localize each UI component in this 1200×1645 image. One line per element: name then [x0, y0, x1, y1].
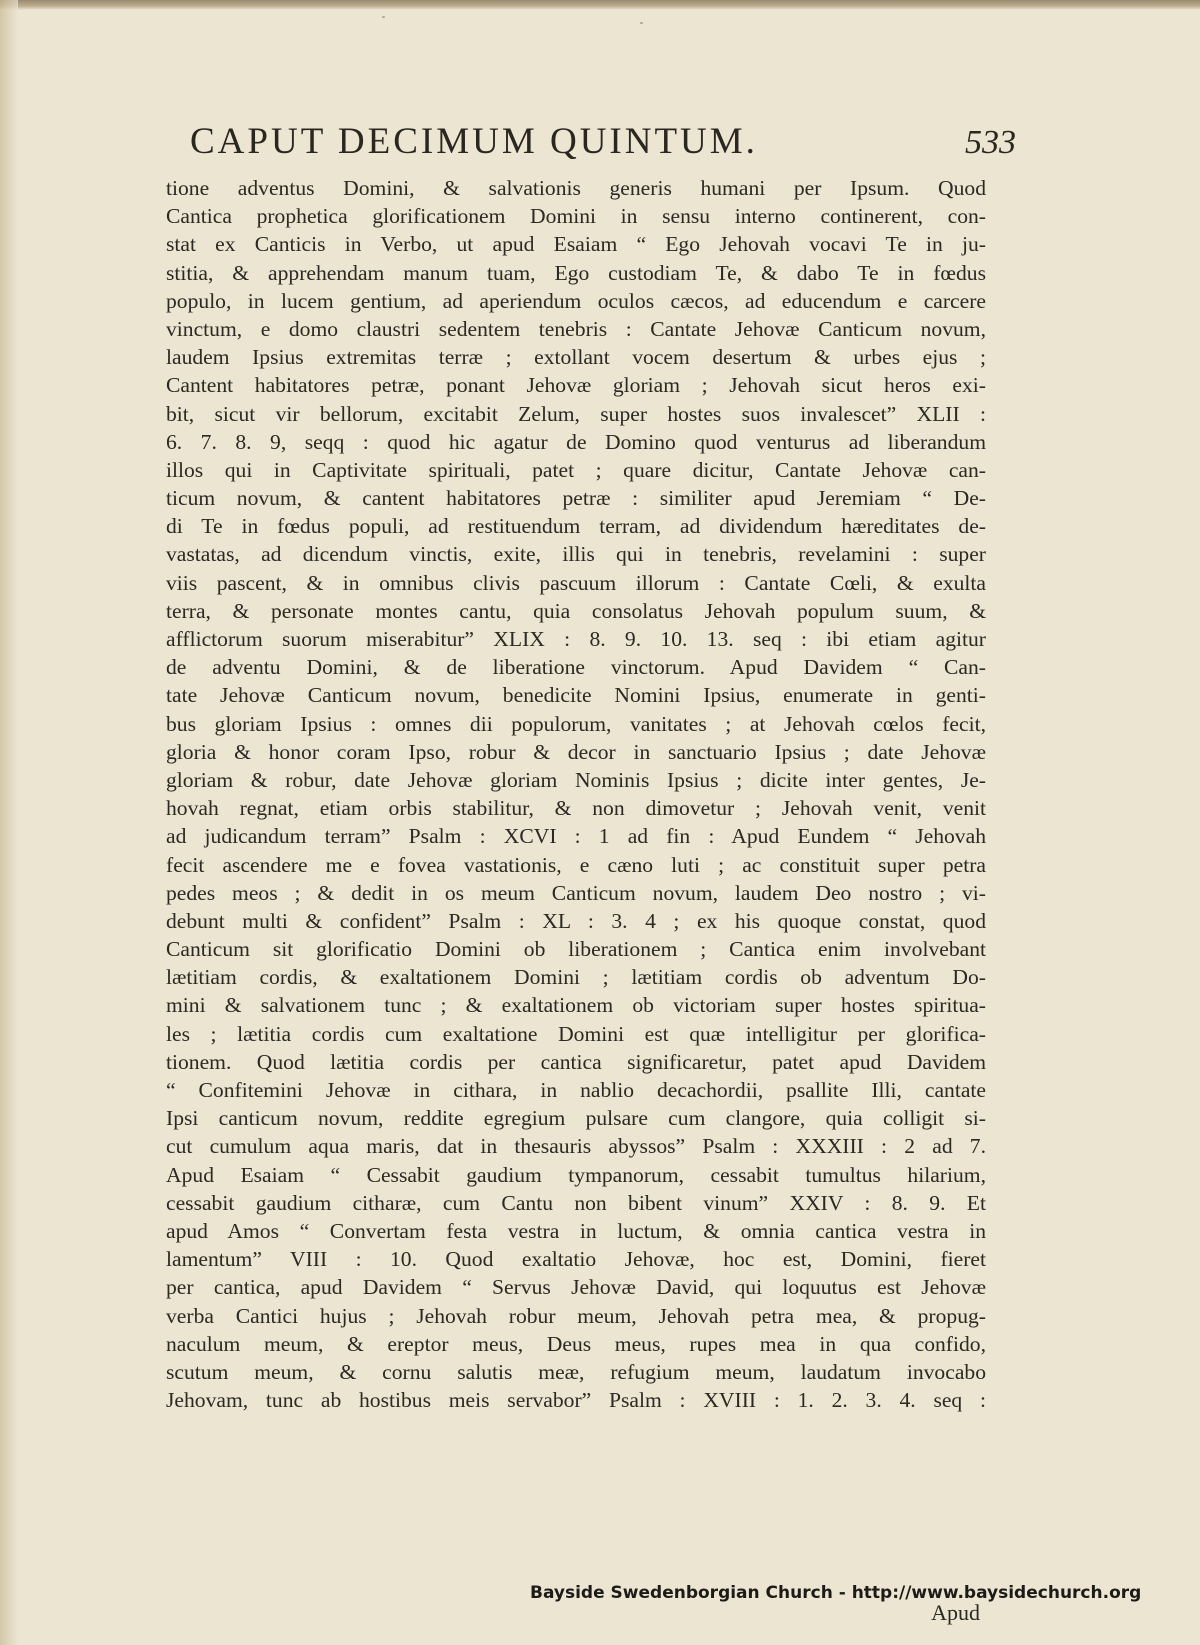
- text-line: viis pascent, & in omnibus clivis pascuum illorum : Cantate Cœli, & exulta: [166, 570, 986, 595]
- page-edge-left: [0, 0, 18, 1645]
- text-line: tione adventus Domini, & salvationis generis humani per Ipsum. Quod: [166, 176, 986, 200]
- text-line: laudem Ipsius extremitas terræ ; extollant vocem desertum & urbes ejus ;: [166, 345, 986, 370]
- text-line: ad judicandum terram” Psalm : XCVI : 1 ad fin : Apud Eundem “ Jehovah: [166, 824, 986, 849]
- text-line: Canticum sit glorificatio Domini ob liberationem ; Cantica enim involvebant: [166, 937, 986, 962]
- text-line: scutum meum, & cornu salutis meæ, refugium meum, laudatum invocabo: [166, 1359, 986, 1384]
- text-line: di Te in fœdus populi, ad restituendum terram, ad dividendum hæreditates de-: [166, 514, 986, 539]
- text-line: bit, sicut vir bellorum, excitabit Zelum, super hostes suos invalescet” XLII :: [166, 401, 986, 426]
- text-line: cut cumulum aqua maris, dat in thesauris abyssos” Psalm : XXXIII : 2 ad 7.: [166, 1134, 986, 1159]
- text-line: stitia, & apprehendam manum tuam, Ego custodiam Te, & dabo Te in fœdus: [166, 260, 986, 285]
- text-line: debunt multi & confident” Psalm : XL : 3. 4 ; ex his quoque constat, quod: [166, 908, 986, 933]
- text-line: mini & salvationem tunc ; & exaltationem ob victoriam super hostes spiritua-: [166, 993, 986, 1018]
- text-line: Cantica prophetica glorificationem Domini in sensu interno continerent, con-: [166, 204, 986, 229]
- text-line: 6. 7. 8. 9, seqq : quod hic agatur de Domino quod venturus ad liberandum: [166, 429, 986, 454]
- text-line: per cantica, apud Davidem “ Servus Jehovæ David, qui loquutus est Jehovæ: [166, 1275, 986, 1300]
- text-line: populo, in lucem gentium, ad aperiendum oculos cæcos, ad educendum e carcere: [166, 288, 986, 313]
- text-line: “ Confitemini Jehovæ in cithara, in nablio decachordii, psallite Illi, cantate: [166, 1078, 986, 1102]
- text-line: gloriam & robur, date Jehovæ gloriam Nominis Ipsius ; dicite inter gentes, Je-: [166, 767, 986, 792]
- text-line: bus gloriam Ipsius : omnes dii populorum, vanitates ; at Jehovah cœlos fecit,: [166, 711, 986, 736]
- page-title: CAPUT DECIMUM QUINTUM.: [190, 121, 758, 162]
- text-line: Jehovam, tunc ab hostibus meis servabor” Psalm : XVIII : 1. 2. 3. 4. seq :: [166, 1388, 986, 1413]
- text-line: hovah regnat, etiam orbis stabilitur, & non dimovetur ; Jehovah venit, venit: [166, 796, 986, 821]
- text-line: vinctum, e domo claustri sedentem tenebris : Cantate Jehovæ Canticum novum,: [166, 316, 986, 341]
- page-edge-top: [0, 0, 1200, 10]
- text-line: de adventu Domini, & de liberatione vinctorum. Apud Davidem “ Can-: [166, 655, 986, 680]
- text-line: Cantent habitatores petræ, ponant Jehovæ gloriam ; Jehovah sicut heros exi-: [166, 373, 986, 398]
- text-line: tionem. Quod lætitia cordis per cantica significaretur, patet apud Davidem: [166, 1049, 986, 1074]
- paper-speck: [382, 16, 385, 18]
- footer-credit: Bayside Swedenborgian Church - http://www.baysidechurch.org: [530, 1583, 1142, 1603]
- text-line: vastatas, ad dicendum vinctis, exite, illis qui in tenebris, revelamini : super: [166, 542, 986, 567]
- text-line: stat ex Canticis in Verbo, ut apud Esaiam “ Ego Jehovah vocavi Te in ju-: [166, 232, 986, 257]
- paper-speck: [640, 22, 643, 24]
- text-line: lætitiam cordis, & exaltationem Domini ; lætitiam cordis ob adventum Do-: [166, 965, 986, 990]
- catchword: Apud: [931, 1600, 980, 1625]
- text-line: ticum novum, & cantent habitatores petræ : similiter apud Jeremiam “ De-: [166, 486, 986, 511]
- text-line: pedes meos ; & dedit in os meum Canticum novum, laudem Deo nostro ; vi-: [166, 880, 986, 905]
- text-line: verba Cantici hujus ; Jehovah robur meum, Jehovah petra mea, & propug-: [166, 1303, 986, 1328]
- text-line: terra, & personate montes cantu, quia consolatus Jehovah populum suum, &: [166, 598, 986, 623]
- text-line: gloria & honor coram Ipso, robur & decor in sanctuario Ipsius ; date Jehovæ: [166, 739, 986, 764]
- page-number: 533: [965, 124, 1016, 161]
- text-line: fecit ascendere me e fovea vastationis, e cæno luti ; ac constituit super petra: [166, 852, 986, 877]
- text-line: apud Amos “ Convertam festa vestra in luctum, & omnia cantica vestra in: [166, 1218, 986, 1243]
- text-line: Apud Esaiam “ Cessabit gaudium tympanorum, cessabit tumultus hilarium,: [166, 1162, 986, 1187]
- text-line: les ; lætitia cordis cum exaltatione Domini est quæ intelligitur per glorifica-: [166, 1021, 986, 1046]
- text-line: naculum meum, & ereptor meus, Deus meus, rupes mea in qua confido,: [166, 1331, 986, 1356]
- running-head: [190, 116, 1050, 172]
- text-line: tate Jehovæ Canticum novum, benedicite Nomini Ipsius, enumerate in genti-: [166, 683, 986, 708]
- text-line: illos qui in Captivitate spirituali, patet ; quare dicitur, Cantate Jehovæ can-: [166, 457, 986, 482]
- text-line: lamentum” VIII : 10. Quod exaltatio Jehovæ, hoc est, Domini, fieret: [166, 1247, 986, 1272]
- text-line: cessabit gaudium citharæ, cum Cantu non bibent vinum” XXIV : 8. 9. Et: [166, 1190, 986, 1215]
- body-text: [166, 174, 986, 1414]
- text-line: afflictorum suorum miserabitur” XLIX : 8. 9. 10. 13. seq : ibi etiam agitur: [166, 627, 986, 651]
- text-line: Ipsi canticum novum, reddite egregium pulsare cum clangore, quia colligit si-: [166, 1106, 986, 1131]
